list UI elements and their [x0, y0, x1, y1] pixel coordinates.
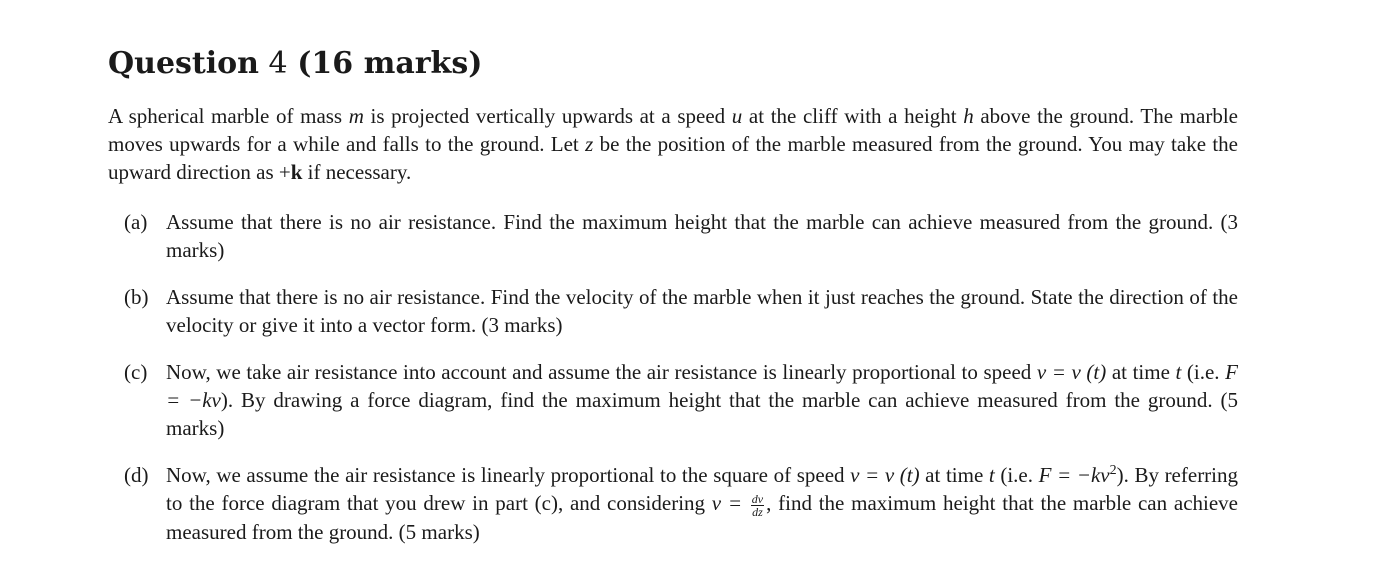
intro-text-5: be the position of the marble measured from the ground. You may take the upward direction as + [108, 132, 1238, 184]
equation-velocity: v = v (t) [1036, 360, 1107, 384]
question-number: 4 [268, 46, 288, 81]
var-h: h [963, 104, 974, 128]
part-label: (a) [124, 210, 148, 234]
part-label: (c) [124, 360, 148, 384]
var-m: m [348, 104, 364, 128]
intro-text-1: A spherical marble of mass [108, 104, 349, 128]
question-parts-list [108, 208, 1238, 546]
question-title-word: Question [108, 46, 259, 81]
var-t: t [1175, 360, 1182, 384]
var-z: z [585, 132, 594, 156]
var-k-unit-vector: k [290, 160, 303, 184]
intro-text-6: if necessary. [302, 160, 412, 184]
part-text: Assume that there is no air resistance. Find the velocity of the marble when it just reaches the ground. State the direction of the velocity or give it into a vector form. (3 marks) [166, 285, 1238, 337]
var-t: t [988, 463, 995, 487]
part-c-text-3: (i.e. [1181, 360, 1226, 384]
part-c-text-4: ). By drawing a force diagram, find the maximum height that the marble can achieve measured from the ground. (5 marks) [166, 388, 1238, 440]
intro-text-3: at the cliff with a height [742, 104, 964, 128]
fraction-denominator: dz [752, 505, 763, 519]
part-d-text-3: (i.e. [994, 463, 1039, 487]
intro-text-2: is projected vertically upwards at a speed [363, 104, 732, 128]
equation-force: F = −kv [1038, 463, 1110, 487]
part-d-text-1: Now, we assume the air resistance is linearly proportional to the square of speed [166, 463, 851, 487]
fraction-dv-dz [751, 493, 764, 518]
exponent: 2 [1109, 463, 1117, 478]
part-label: (b) [124, 285, 149, 309]
question-heading [108, 44, 1238, 84]
question-part-c [108, 358, 1238, 442]
part-d-text-5: , find the maximum height that the marble can achieve measured from the ground. (5 marks) [166, 491, 1238, 544]
part-c-text-2: at time [1106, 360, 1176, 384]
question-intro [108, 102, 1238, 186]
part-d-text-2: at time [919, 463, 989, 487]
equation-velocity: v = v (t) [850, 463, 920, 487]
part-d-text-4: ). By referring to the force diagram that you drew in part (c), and considering [166, 463, 1239, 515]
question-part-d [108, 461, 1238, 546]
equation-velocity-derivative: v = [711, 491, 749, 515]
part-text [166, 360, 1238, 440]
part-c-text-1: Now, we take air resistance into account and assume the air resistance is linearly proportional to speed [166, 360, 1037, 384]
part-label: (d) [124, 463, 149, 487]
equation-force: F = −kv [166, 360, 1238, 412]
question-marks: (16 marks) [297, 46, 483, 81]
intro-text-4: above the ground. The marble moves upwards for a while and falls to the ground. Let [108, 104, 1238, 156]
question-part-a [108, 208, 1238, 264]
fraction-numerator: dv [751, 492, 764, 506]
var-u: u [731, 104, 743, 128]
question-page [108, 44, 1238, 565]
question-part-b [108, 283, 1238, 339]
part-text [166, 463, 1238, 544]
part-text: Assume that there is no air resistance. Find the maximum height that the marble can achieve measured from the ground. (3 marks) [166, 210, 1238, 262]
